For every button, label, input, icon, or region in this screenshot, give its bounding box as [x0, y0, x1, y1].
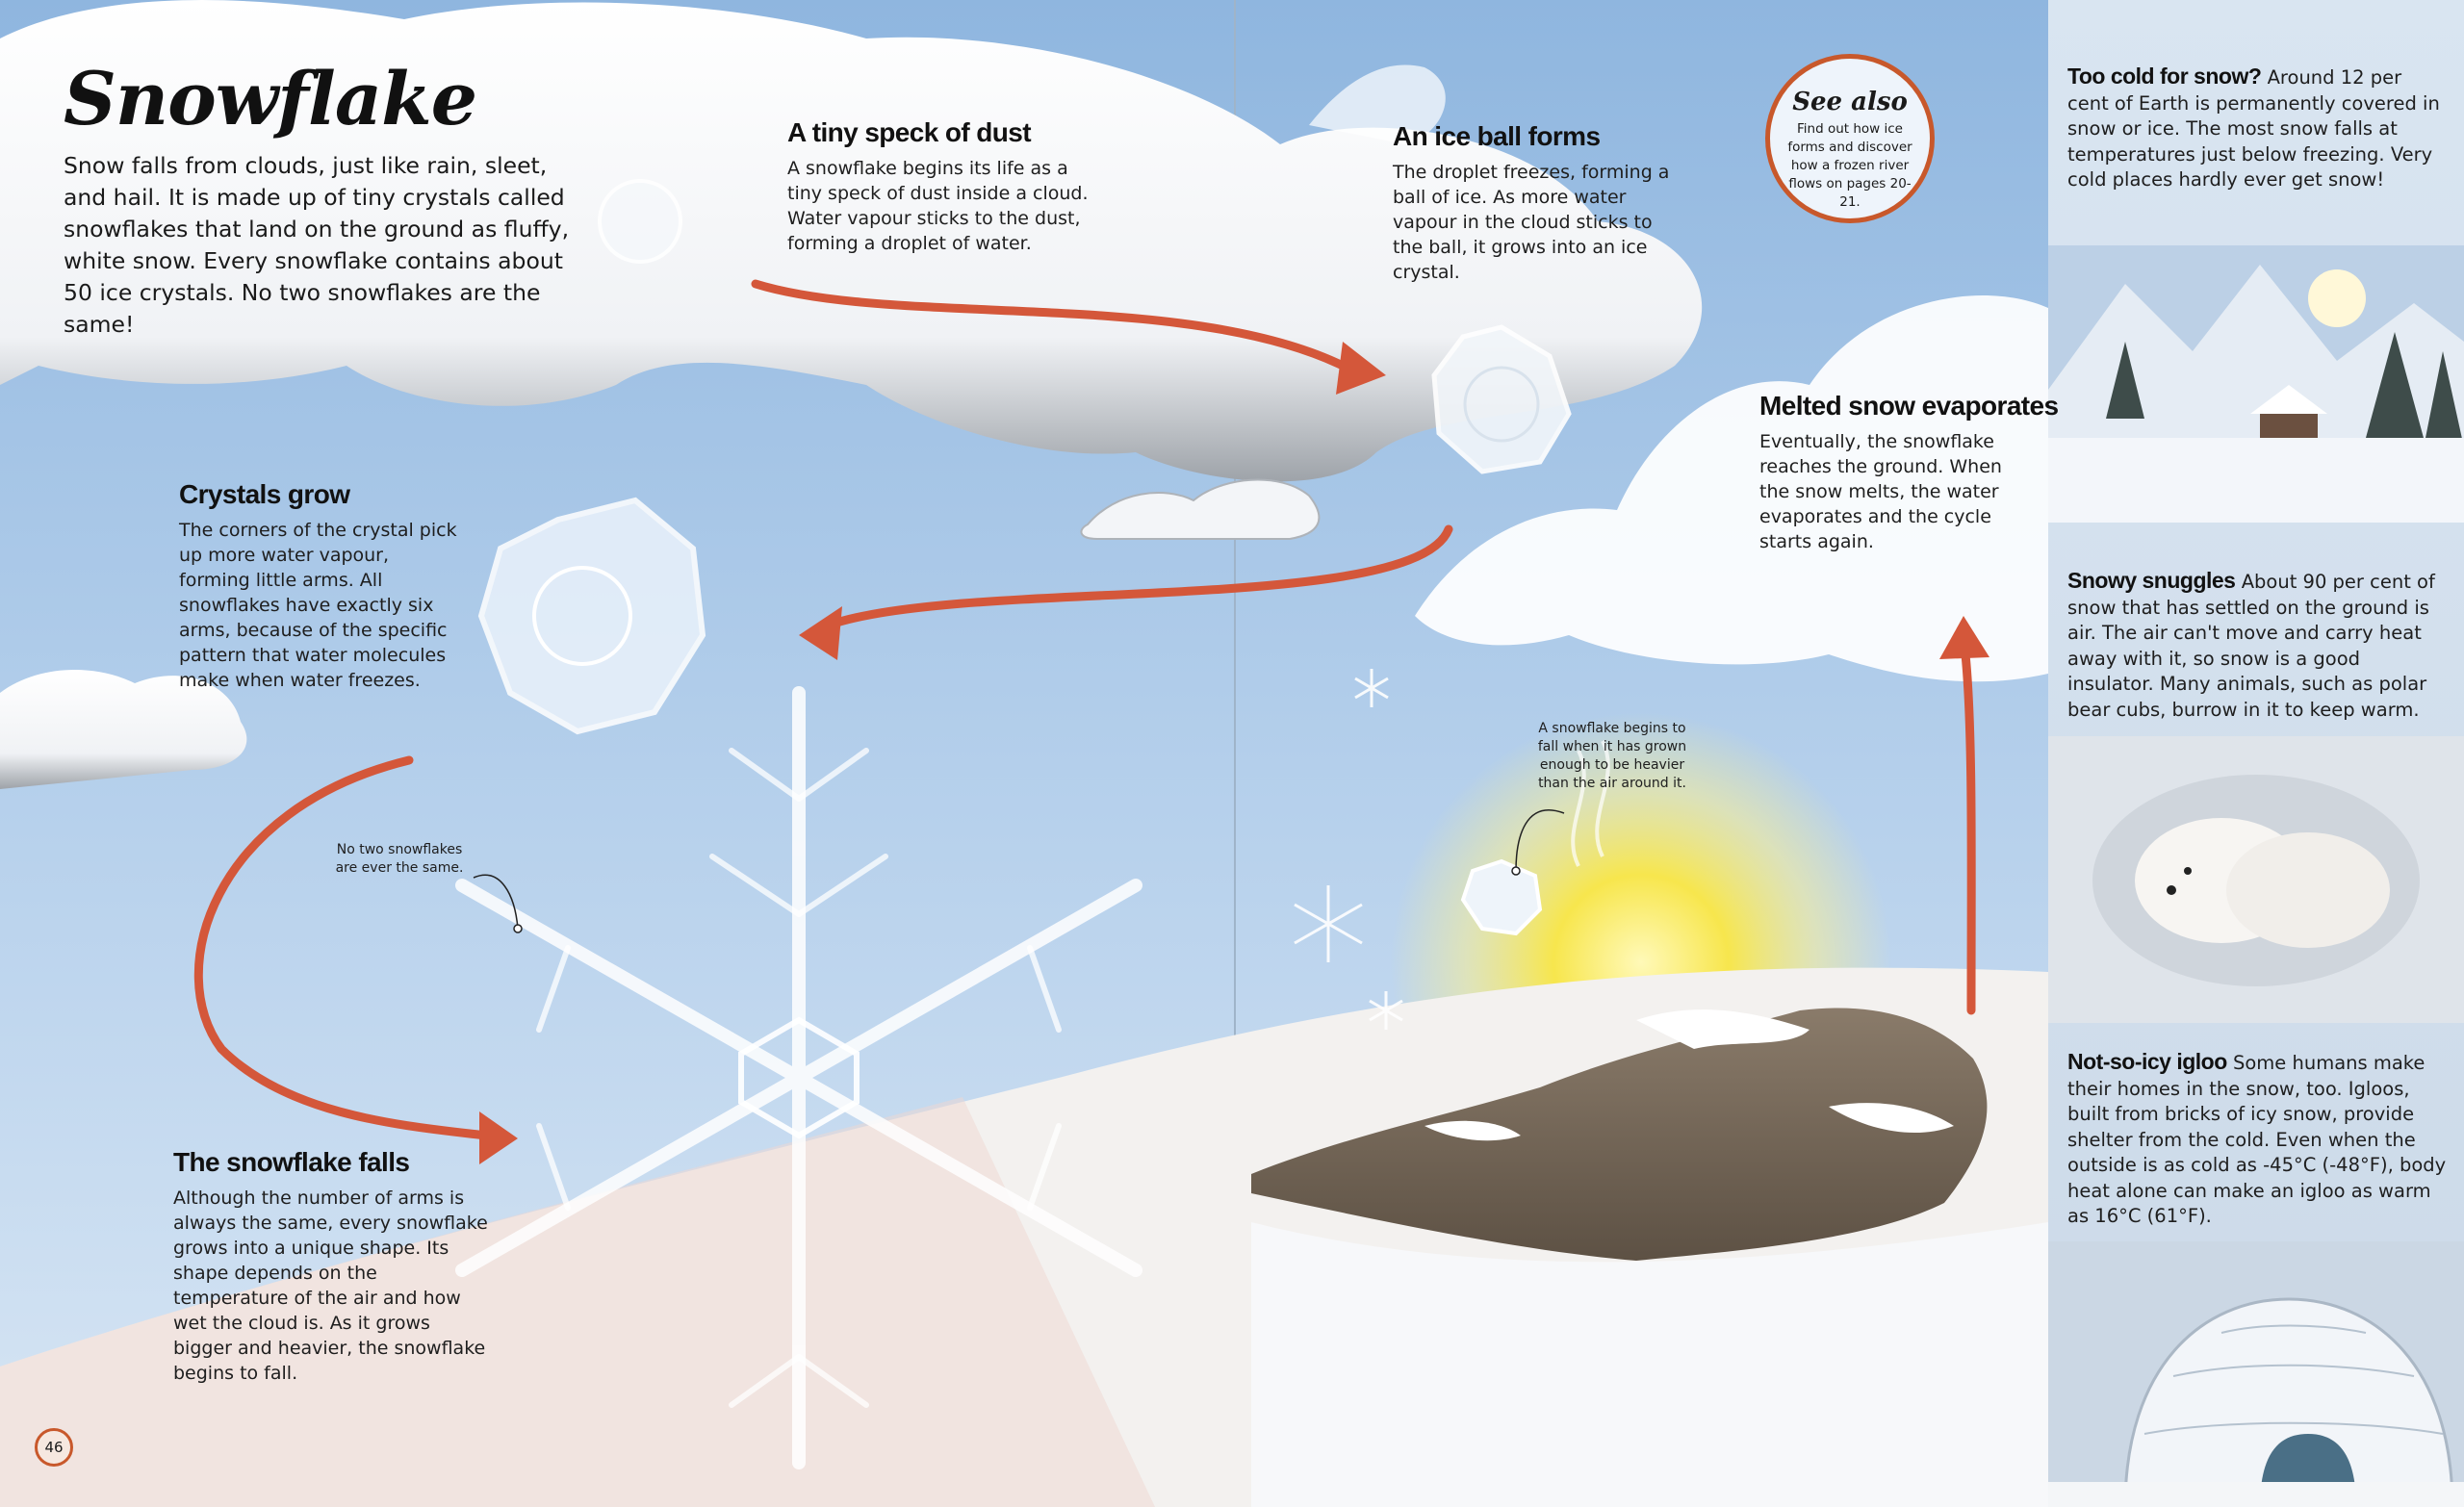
stage-falls-text: Although the number of arms is always the same, every snowflake grows into a unique shape. Its shape depends on the temperature of the air and how wet the cloud is. As it grows bigger and heavier, the snowflake begins to fall.	[173, 1188, 488, 1384]
stage-iceball-text: The droplet freezes, forming a ball of ice. As more water vapour in the cloud sticks to the ball, it grows into an ice crystal.	[1393, 162, 1670, 283]
sidebar-text: About 90 per cent of snow that has settled on the ground is air. The air can't move and carry heat away with it, so snow is a good insulator. Many animals, such as polar bear cubs, burrow in it to keep warm.	[2067, 571, 2435, 721]
sidebar-box-too-cold	[2067, 64, 2448, 193]
see-also-badge	[1765, 54, 1935, 223]
snowy-forest-photo	[2048, 245, 2464, 523]
polar-bear-cubs-photo	[2048, 736, 2464, 1023]
stage-dust-heading: A tiny speck of dust	[787, 117, 1032, 147]
callout-no-two: No two snowflakes are ever the same.	[335, 842, 464, 876]
sidebar-heading: Not-so-icy igloo	[2067, 1049, 2227, 1074]
stage-iceball-heading: An ice ball forms	[1393, 121, 1601, 151]
sidebar-text: Some humans make their homes in the snow, too. Igloos, built from bricks of icy snow, provide shelter from the cold. Even when the outside is as cold as -45°C (-48°F), body heat alone can make an igloo as warm as 16°C (61°F).	[2067, 1052, 2447, 1227]
stage-falls-heading: The snowflake falls	[173, 1147, 410, 1177]
igloo-photo	[2048, 1241, 2464, 1507]
sidebar-box-igloo	[2067, 1049, 2448, 1230]
page-title: Snowflake	[64, 56, 477, 141]
stage-evaporates-heading: Melted snow evaporates	[1759, 391, 2059, 421]
sidebar-heading: Too cold for snow?	[2067, 64, 2262, 89]
stage-crystals-text: The corners of the crystal pick up more water vapour, forming little arms. All snowflakes have exactly six arms, because of the specific pattern that water molecules make when water freezes.	[179, 520, 457, 691]
see-also-text: Find out how ice forms and discover how a frozen river flows on pages 20-21.	[1787, 121, 1912, 210]
stage-dust-text: A snowflake begins its life as a tiny speck of dust inside a cloud. Water vapour sticks to the dust, forming a droplet of water.	[787, 158, 1089, 254]
stage-crystals-heading: Crystals grow	[179, 479, 350, 509]
callout-falling: A snowflake begins to fall when it has grown enough to be heavier than the air around it.	[1537, 721, 1687, 791]
see-also-title: See also	[1792, 88, 1908, 116]
sidebar-heading: Snowy snuggles	[2067, 568, 2236, 593]
page-number: 46	[35, 1428, 73, 1467]
sidebar-box-snowy-snuggles	[2067, 568, 2448, 723]
stage-evaporates-text: Eventually, the snowflake reaches the ground. When the snow melts, the water evaporates and the cycle starts again.	[1759, 431, 2002, 552]
sidebar-text: Around 12 per cent of Earth is permanently covered in snow or ice. The most snow falls at temperatures just below freezing. Very cold places hardly ever get snow!	[2067, 66, 2440, 191]
intro-paragraph: Snow falls from clouds, just like rain, sleet, and hail. It is made up of tiny crystals called snowflakes that land on the ground as fluffy, white snow. Every snowflake contains about 50 ice crystals. No two snowflakes are the same!	[64, 152, 570, 338]
